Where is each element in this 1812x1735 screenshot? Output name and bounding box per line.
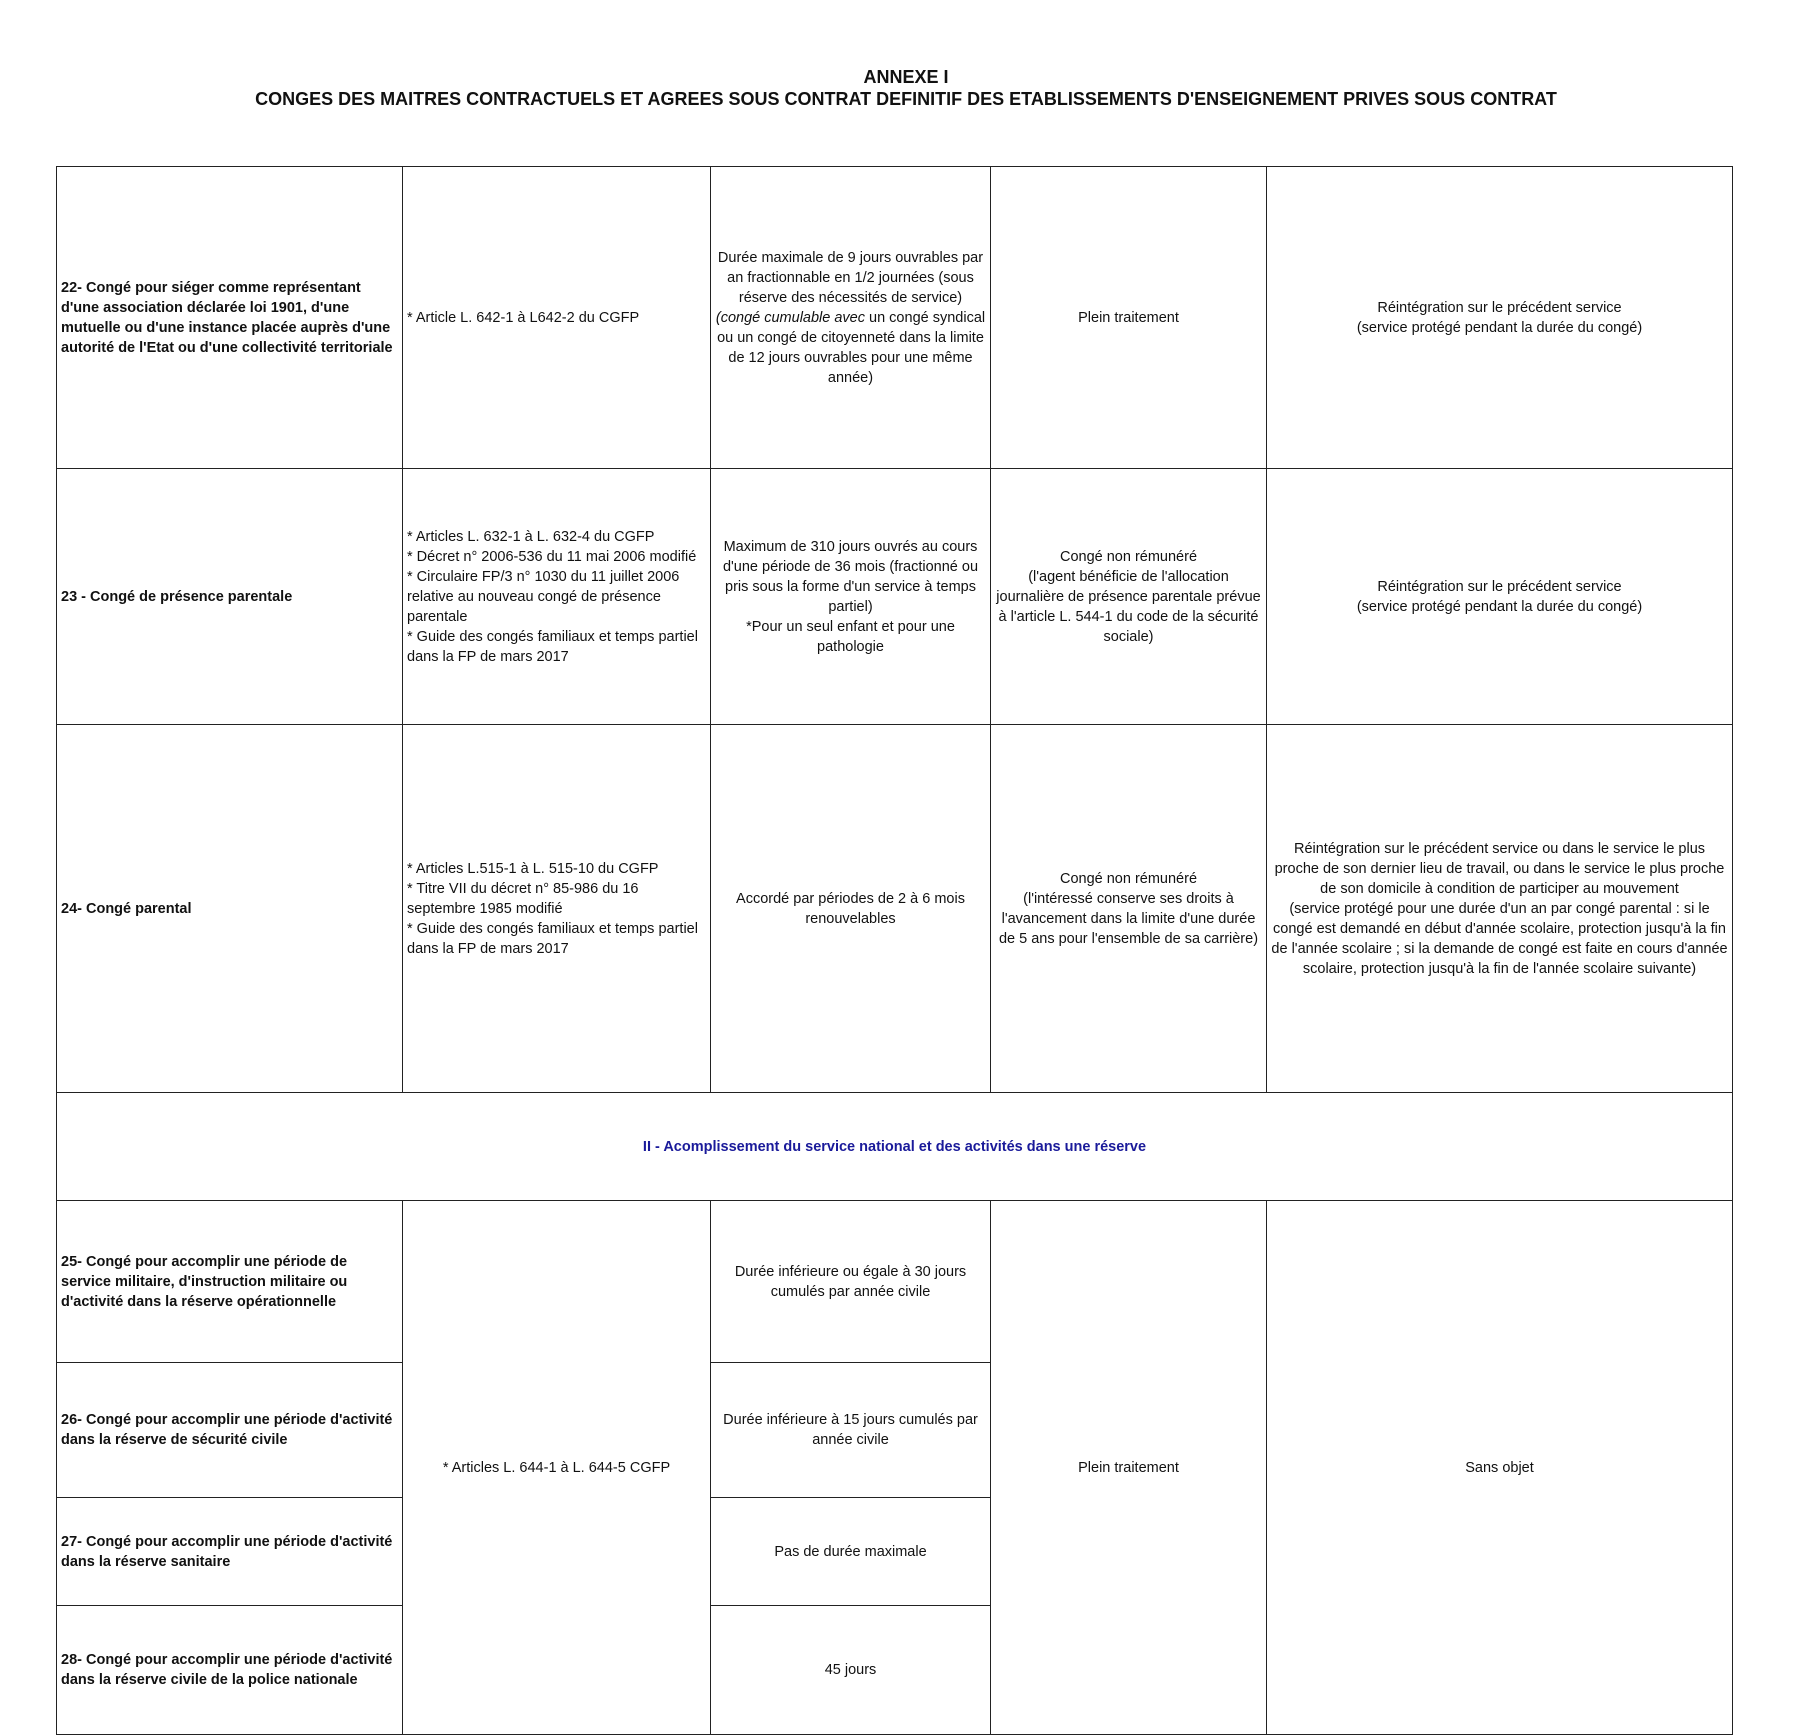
leave-title-24: 24- Congé parental [57, 725, 403, 1093]
duration-27: Pas de durée maximale [711, 1498, 991, 1606]
duration-note-23: *Pour un seul enfant et pour une pathologie [746, 618, 955, 655]
legal-text-23-2: * Décret n° 2006-536 du 11 mai 2006 modifié [407, 548, 697, 565]
reinstatement-note-23: (service protégé pendant la durée du congé) [1356, 598, 1643, 615]
leave-title-26: 26- Congé pour accomplir une période d'activité dans la réserve de sécurité civile [57, 1363, 403, 1498]
pay-note-24: (l'intéressé conserve ses droits à l'avancement dans la limite d'une durée de 5 ans pour l'ensemble de sa carrière) [998, 890, 1259, 947]
table-row-24 [57, 725, 1733, 1093]
pay-section-ii: Plein traitement [991, 1201, 1267, 1735]
reinstatement-24 [1267, 725, 1733, 1093]
reinstatement-section-ii: Sans objet [1267, 1201, 1733, 1735]
legal-text-24-3: * Guide des congés familiaux et temps partiel dans la FP de mars 2017 [407, 920, 698, 957]
table-row-22 [57, 167, 1733, 469]
legal-texts-24 [403, 725, 711, 1093]
reinstatement-note-24: (service protégé pour une durée d'un an par congé parental : si le congé est demandé en début d'année scolaire, protection jusqu'à la fin de l'année scolaire ; si la demande de congé est faite en cours d'année scolaire, protection jusqu'à la fin de l'année scolaire suivante) [1271, 900, 1728, 977]
duration-24: Accordé par périodes de 2 à 6 mois renouvelables [711, 725, 991, 1093]
annex-title: ANNEXE I [863, 67, 949, 87]
pay-23 [991, 469, 1267, 725]
reinstatement-text-24: Réintégration sur le précédent service ou dans le service le plus proche de son dernier lieu de travail, ou dans le service le plus proche de son domicile à condition de participer au mouvement [1274, 840, 1725, 897]
leave-title-28: 28- Congé pour accomplir une période d'activité dans la réserve civile de la police nationale [57, 1606, 403, 1735]
legal-text-23-1: * Articles L. 632-1 à L. 632-4 du CGFP [407, 528, 655, 545]
legal-text-24-1: * Articles L.515-1 à L. 515-10 du CGFP [407, 860, 659, 877]
section-title-ii: II - Acomplissement du service national et des activités dans une réserve [57, 1093, 1733, 1201]
leave-title-23: 23 - Congé de présence parentale [57, 469, 403, 725]
legal-texts-section-ii: * Articles L. 644-1 à L. 644-5 CGFP [403, 1201, 711, 1735]
leave-title-25: 25- Congé pour accomplir une période de service militaire, d'instruction militaire ou d'activité dans la réserve opérationnelle [57, 1201, 403, 1363]
document-header [0, 66, 1812, 110]
pay-text-23: Congé non rémunéré [1059, 548, 1198, 565]
legal-text-23-4: * Guide des congés familiaux et temps partiel dans la FP de mars 2017 [407, 628, 698, 665]
legal-text-23-3: * Circulaire FP/3 n° 1030 du 11 juillet 2006 relative au nouveau congé de présence parentale [407, 568, 680, 625]
table-row-25 [57, 1201, 1733, 1363]
duration-23 [711, 469, 991, 725]
annex-subtitle: CONGES DES MAITRES CONTRACTUELS ET AGREES SOUS CONTRAT DEFINITIF DES ETABLISSEMENTS D'ENSEIGNEMENT PRIVES SOUS CONTRAT [255, 89, 1557, 109]
reinstatement-text-22: Réintégration sur le précédent service [1377, 299, 1622, 316]
leave-title-22: 22- Congé pour siéger comme représentant d'une association déclarée loi 1901, d'une mutuelle ou d'une instance placée auprès d'une autorité de l'Etat ou d'une collectivité territoriale [57, 167, 403, 469]
duration-text-22: Durée maximale de 9 jours ouvrables par an fractionnable en 1/2 journées (sous réserve des nécessités de service) [717, 249, 984, 306]
duration-cont-22: un congé syndical ou un congé de citoyenneté dans la limite de 12 jours ouvrables pour une même année) [717, 309, 986, 386]
duration-22 [711, 167, 991, 469]
pay-24 [991, 725, 1267, 1093]
pay-text-24: Congé non rémunéré [1059, 870, 1198, 887]
duration-text-23: Maximum de 310 jours ouvrés au cours d'une période de 36 mois (fractionné ou pris sous la forme d'un service à temps partiel) [722, 538, 979, 615]
pay-22: Plein traitement [991, 167, 1267, 469]
reinstatement-22 [1267, 167, 1733, 469]
duration-note-22: (congé cumulable avec [715, 309, 865, 326]
duration-25: Durée inférieure ou égale à 30 jours cumulés par année civile [711, 1201, 991, 1363]
table-row-23 [57, 469, 1733, 725]
leave-table [56, 166, 1733, 1735]
pay-note-23: (l'agent bénéficie de l'allocation journalière de présence parentale prévue à l'article L. 544-1 du code de la sécurité sociale) [996, 568, 1261, 645]
reinstatement-text-23: Réintégration sur le précédent service [1377, 578, 1622, 595]
reinstatement-23 [1267, 469, 1733, 725]
section-row-ii [57, 1093, 1733, 1201]
leave-title-27: 27- Congé pour accomplir une période d'activité dans la réserve sanitaire [57, 1498, 403, 1606]
legal-texts-22: * Article L. 642-1 à L642-2 du CGFP [403, 167, 711, 469]
legal-texts-23 [403, 469, 711, 725]
duration-28: 45 jours [711, 1606, 991, 1735]
reinstatement-note-22: (service protégé pendant la durée du congé) [1356, 319, 1643, 336]
duration-26: Durée inférieure à 15 jours cumulés par année civile [711, 1363, 991, 1498]
legal-text-24-2: * Titre VII du décret n° 85-986 du 16 septembre 1985 modifié [407, 880, 639, 917]
